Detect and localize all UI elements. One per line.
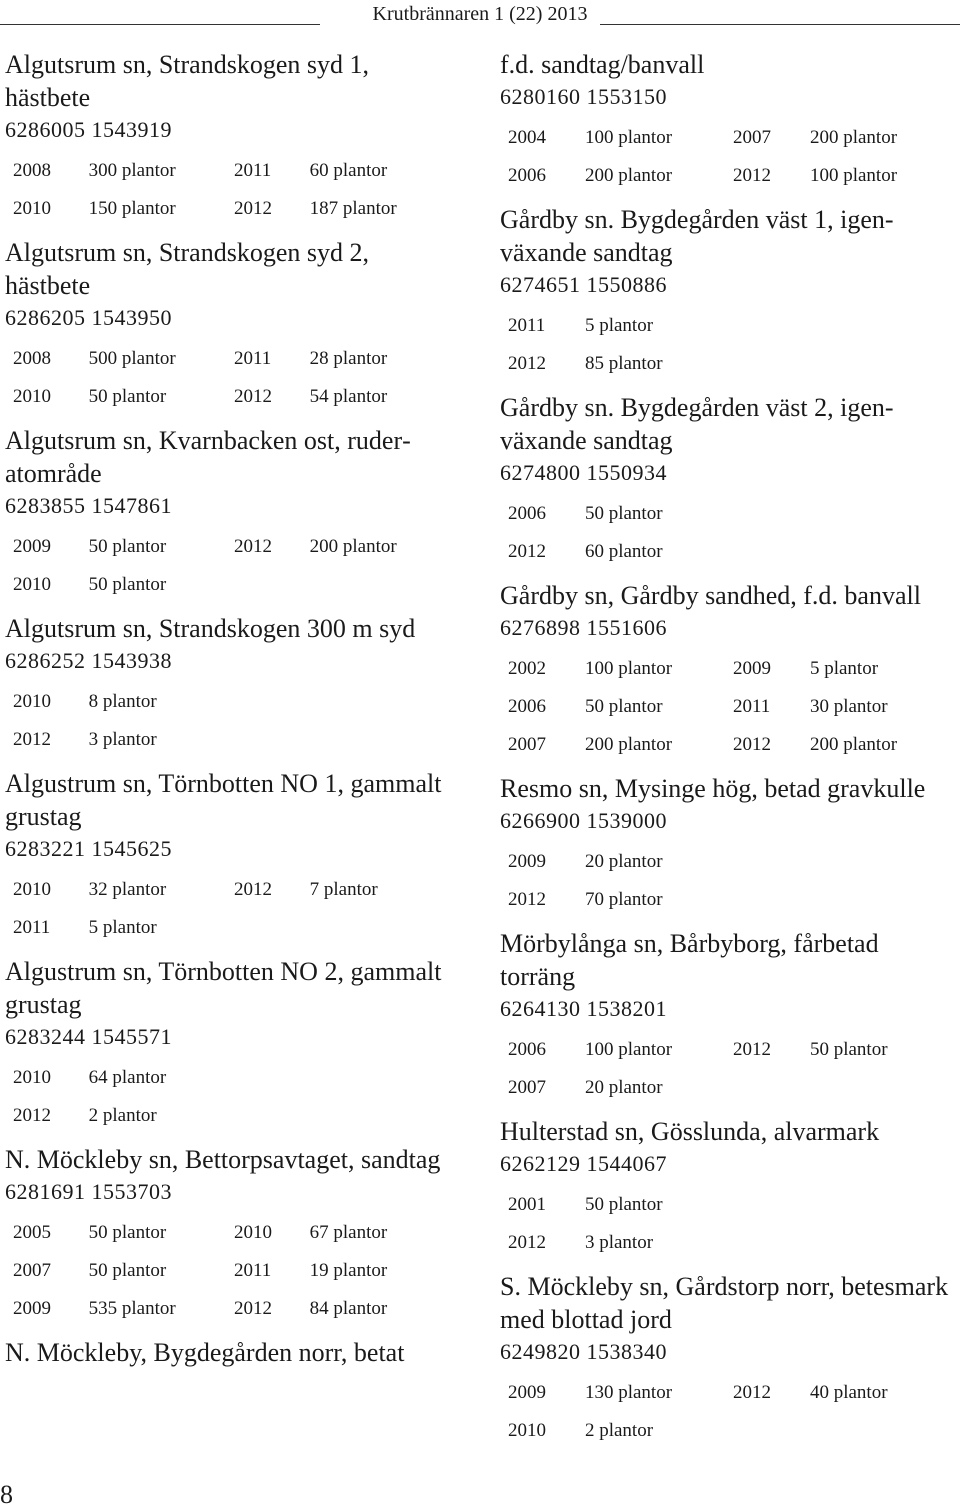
- year: 2010: [13, 879, 51, 900]
- plant-count: 54 plantor: [309, 386, 388, 407]
- count-row: [500, 650, 958, 688]
- plant-count: 20 plantor: [584, 851, 663, 872]
- site-entry: [500, 1270, 958, 1450]
- plant-count: 200 plantor: [809, 734, 898, 755]
- site-coordinates: 6264130 1538201: [500, 996, 667, 1021]
- running-header: Krutbrännaren 1 (22) 2013: [372, 3, 588, 25]
- plant-count: 84 plantor: [309, 1298, 388, 1319]
- year: 2010: [13, 198, 51, 219]
- year: [733, 1186, 810, 1224]
- plant-count: 187 plantor: [309, 198, 397, 219]
- year: 2011: [508, 315, 546, 336]
- year: [234, 1097, 310, 1135]
- count-row: [5, 1252, 455, 1290]
- year: 2010: [234, 1222, 272, 1243]
- count-row: [500, 119, 958, 157]
- year: 2012: [234, 198, 272, 219]
- year: 2012: [733, 165, 771, 186]
- year: 2006: [508, 165, 546, 186]
- site-title: Mörbylånga sn, Bårbyborg, fårbetad torräng: [500, 929, 879, 991]
- plant-count: 100 plantor: [584, 1039, 673, 1060]
- site-entry: [500, 927, 958, 1107]
- site-title: Hulterstad sn, Gösslunda, alvarmark: [500, 1117, 880, 1146]
- plant-count: 60 plantor: [584, 541, 663, 562]
- plant-count: 3 plantor: [584, 1232, 654, 1253]
- year: [733, 1412, 810, 1450]
- year: [733, 881, 810, 919]
- plant-count: 60 plantor: [309, 160, 388, 181]
- year: 2009: [508, 851, 546, 872]
- plant-count: 50 plantor: [88, 386, 167, 407]
- site-entry: [500, 48, 958, 195]
- site-coordinates: 6249820 1538340: [500, 1339, 667, 1364]
- plant-count: 50 plantor: [88, 536, 167, 557]
- plant-count: 130 plantor: [584, 1382, 673, 1403]
- count-row: [500, 1186, 958, 1224]
- plant-count: [810, 307, 958, 345]
- page-number: 8: [0, 1480, 13, 1509]
- year: 2009: [13, 1298, 51, 1319]
- site-coordinates: 6283221 1545625: [5, 836, 172, 861]
- site-coordinates: 6276898 1551606: [500, 615, 667, 640]
- year: 2006: [508, 503, 546, 524]
- year: 2009: [733, 658, 771, 679]
- count-row: [500, 1031, 958, 1069]
- site-title: Algutsrum sn, Kvarnbacken ost, ruderatområde: [5, 426, 411, 488]
- year: 2011: [234, 348, 272, 369]
- year: 2009: [508, 1382, 546, 1403]
- plant-count: [810, 1186, 958, 1224]
- plant-count: 50 plantor: [88, 1260, 167, 1281]
- count-row: [500, 1224, 958, 1262]
- plant-count: 50 plantor: [88, 1222, 167, 1243]
- year: 2005: [13, 1222, 51, 1243]
- site-title: Algutsrum sn, Strandskogen 300 m syd: [5, 614, 416, 643]
- plant-count: 150 plantor: [88, 198, 176, 219]
- count-row: [5, 1214, 455, 1252]
- year: 2010: [13, 1067, 51, 1088]
- plant-count: [310, 566, 455, 604]
- plant-count: [810, 1412, 958, 1450]
- plant-count: [310, 1097, 455, 1135]
- year: 2012: [234, 879, 272, 900]
- plant-count: [810, 881, 958, 919]
- site-entry: [5, 1143, 455, 1328]
- year: [733, 495, 810, 533]
- year: 2010: [13, 386, 51, 407]
- year: 2012: [13, 1105, 51, 1126]
- plant-count: 5 plantor: [584, 315, 654, 336]
- year: [733, 1224, 810, 1262]
- site-entry: [500, 579, 958, 764]
- plant-count: 32 plantor: [88, 879, 167, 900]
- year: 2011: [234, 1260, 272, 1281]
- count-row: [5, 1059, 455, 1097]
- site-entry: [5, 1336, 455, 1369]
- site-coordinates: 6283855 1547861: [5, 493, 172, 518]
- site-title: Algutsrum sn, Strandskogen syd 2, hästbete: [5, 238, 369, 300]
- year: [733, 307, 810, 345]
- plant-count: 5 plantor: [809, 658, 879, 679]
- year: [733, 1069, 810, 1107]
- plant-count: [310, 683, 455, 721]
- site-entry: [500, 391, 958, 571]
- plant-count: 500 plantor: [88, 348, 176, 369]
- year: 2006: [508, 1039, 546, 1060]
- plant-count: [810, 843, 958, 881]
- site-coordinates: 6274651 1550886: [500, 272, 667, 297]
- plant-count: 40 plantor: [809, 1382, 888, 1403]
- year: 2004: [508, 127, 546, 148]
- count-row: [500, 157, 958, 195]
- plant-count: [810, 1224, 958, 1262]
- year: 2007: [13, 1260, 51, 1281]
- site-coordinates: 6274800 1550934: [500, 460, 667, 485]
- site-title: Gårdby sn, Gårdby sandhed, f.d. banvall: [500, 581, 921, 610]
- year: 2012: [234, 386, 272, 407]
- plant-count: 2 plantor: [88, 1105, 157, 1126]
- header-rule-left: [0, 24, 320, 25]
- year: 2012: [508, 541, 546, 562]
- year: [234, 721, 310, 759]
- count-row: [500, 726, 958, 764]
- year: 2010: [13, 691, 51, 712]
- site-coordinates: 6286205 1543950: [5, 305, 172, 330]
- count-row: [5, 528, 455, 566]
- year: [234, 683, 310, 721]
- site-coordinates: 6281691 1553703: [5, 1179, 172, 1204]
- site-entry: [5, 424, 455, 604]
- site-entry: [5, 767, 455, 947]
- plant-count: 200 plantor: [309, 536, 397, 557]
- site-title: Algustrum sn, Törnbotten NO 2, gammalt grustag: [5, 957, 442, 1019]
- site-coordinates: 6262129 1544067: [500, 1151, 667, 1176]
- plant-count: 64 plantor: [88, 1067, 167, 1088]
- count-row: [5, 340, 455, 378]
- count-row: [500, 533, 958, 571]
- count-row: [5, 721, 455, 759]
- plant-count: 200 plantor: [809, 127, 898, 148]
- plant-count: [810, 345, 958, 383]
- site-title: N. Möckleby, Bygdegården norr, betat: [5, 1338, 405, 1367]
- count-row: [5, 566, 455, 604]
- plant-count: [310, 1059, 455, 1097]
- site-title: Algustrum sn, Törnbotten NO 1, gammalt grustag: [5, 769, 442, 831]
- plant-count: 30 plantor: [809, 696, 888, 717]
- site-entry: [5, 612, 455, 759]
- plant-count: 535 plantor: [88, 1298, 176, 1319]
- plant-count: [810, 495, 958, 533]
- count-row: [500, 1069, 958, 1107]
- plant-count: [310, 909, 455, 947]
- year: 2012: [234, 536, 272, 557]
- site-entry: [500, 1115, 958, 1262]
- count-row: [5, 683, 455, 721]
- plant-count: 100 plantor: [809, 165, 898, 186]
- site-title: Resmo sn, Mysinge hög, betad gravkulle: [500, 774, 926, 803]
- plant-count: [310, 721, 455, 759]
- year: [733, 345, 810, 383]
- site-coordinates: 6286252 1543938: [5, 648, 172, 673]
- count-row: [500, 345, 958, 383]
- site-coordinates: 6286005 1543919: [5, 117, 172, 142]
- right-column: [500, 48, 958, 1458]
- left-column: [5, 48, 455, 1377]
- plant-count: 70 plantor: [584, 889, 663, 910]
- year: 2012: [733, 734, 771, 755]
- plant-count: 2 plantor: [584, 1420, 654, 1441]
- plant-count: 7 plantor: [309, 879, 378, 900]
- site-title: Algutsrum sn, Strandskogen syd 1, hästbete: [5, 50, 369, 112]
- year: 2010: [508, 1420, 546, 1441]
- site-coordinates: 6280160 1553150: [500, 84, 667, 109]
- year: 2011: [733, 696, 771, 717]
- count-row: [500, 495, 958, 533]
- plant-count: [810, 533, 958, 571]
- site-entry: [500, 772, 958, 919]
- site-title: Gårdby sn. Bygdegården väst 2, igenväxande sandtag: [500, 393, 894, 455]
- year: [234, 1059, 310, 1097]
- plant-count: 3 plantor: [88, 729, 157, 750]
- count-row: [500, 843, 958, 881]
- plant-count: 50 plantor: [584, 503, 663, 524]
- plant-count: 8 plantor: [88, 691, 157, 712]
- count-row: [5, 378, 455, 416]
- count-row: [5, 871, 455, 909]
- plant-count: 28 plantor: [309, 348, 388, 369]
- plant-count: 67 plantor: [309, 1222, 388, 1243]
- plant-count: 100 plantor: [584, 658, 673, 679]
- site-entry: [5, 48, 455, 228]
- plant-count: 19 plantor: [309, 1260, 388, 1281]
- plant-count: 50 plantor: [584, 1194, 663, 1215]
- year: 2012: [733, 1039, 771, 1060]
- site-title: Gårdby sn. Bygdegården väst 1, igenväxande sandtag: [500, 205, 894, 267]
- year: 2002: [508, 658, 546, 679]
- count-row: [500, 1374, 958, 1412]
- site-entry: [5, 236, 455, 416]
- year: 2011: [234, 160, 272, 181]
- plant-count: 50 plantor: [88, 574, 167, 595]
- count-row: [5, 1290, 455, 1328]
- site-title: S. Möckleby sn, Gårdstorp norr, betesmark med blottad jord: [500, 1272, 949, 1334]
- year: 2006: [508, 696, 546, 717]
- plant-count: 50 plantor: [809, 1039, 888, 1060]
- plant-count: 300 plantor: [88, 160, 176, 181]
- year: 2012: [733, 1382, 771, 1403]
- site-title: N. Möckleby sn, Bettorpsavtaget, sandtag: [5, 1145, 441, 1174]
- year: 2008: [13, 160, 51, 181]
- count-row: [500, 881, 958, 919]
- site-entry: [500, 203, 958, 383]
- year: 2012: [508, 1232, 546, 1253]
- year: [234, 909, 310, 947]
- year: 2001: [508, 1194, 546, 1215]
- year: 2007: [733, 127, 771, 148]
- year: [733, 533, 810, 571]
- year: 2008: [13, 348, 51, 369]
- year: 2007: [508, 734, 546, 755]
- year: 2012: [508, 889, 546, 910]
- site-coordinates: 6283244 1545571: [5, 1024, 172, 1049]
- year: 2009: [13, 536, 51, 557]
- count-row: [5, 190, 455, 228]
- year: 2012: [13, 729, 51, 750]
- year: [234, 566, 310, 604]
- plant-count: 200 plantor: [584, 734, 673, 755]
- plant-count: 85 plantor: [584, 353, 663, 374]
- year: [733, 843, 810, 881]
- plant-count: 200 plantor: [584, 165, 673, 186]
- year: 2012: [234, 1298, 272, 1319]
- count-row: [5, 909, 455, 947]
- plant-count: 20 plantor: [584, 1077, 663, 1098]
- year: 2010: [13, 574, 51, 595]
- count-row: [5, 152, 455, 190]
- year: 2007: [508, 1077, 546, 1098]
- plant-count: 50 plantor: [584, 696, 663, 717]
- count-row: [500, 688, 958, 726]
- count-row: [500, 1412, 958, 1450]
- plant-count: [810, 1069, 958, 1107]
- year: 2011: [13, 917, 51, 938]
- site-title: f.d. sandtag/banvall: [500, 50, 705, 79]
- plant-count: 100 plantor: [584, 127, 673, 148]
- site-coordinates: 6266900 1539000: [500, 808, 667, 833]
- header-rule-right: [600, 24, 960, 25]
- year: 2012: [508, 353, 546, 374]
- count-row: [500, 307, 958, 345]
- site-entry: [5, 955, 455, 1135]
- plant-count: 5 plantor: [88, 917, 157, 938]
- count-row: [5, 1097, 455, 1135]
